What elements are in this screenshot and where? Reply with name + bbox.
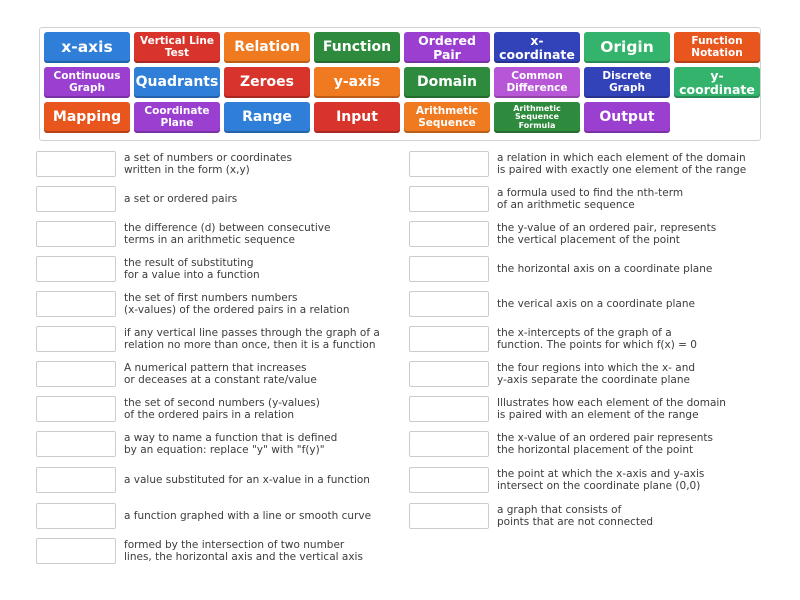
tile-ordered-pair[interactable]: Ordered Pair (404, 32, 490, 63)
definition-text: the point at which the x-axis and y-axis intersect on the coordinate plane (0,0) (497, 468, 705, 492)
drop-box[interactable] (36, 467, 116, 493)
tile-common-difference[interactable]: Common Difference (494, 67, 580, 98)
tile-input[interactable]: Input (314, 102, 400, 133)
tile-x-axis[interactable]: x-axis (44, 32, 130, 63)
drop-box[interactable] (36, 361, 116, 387)
drop-box[interactable] (409, 361, 489, 387)
definition-text: the four regions into which the x- and y-axis separate the coordinate plane (497, 362, 696, 386)
tile-coordinate-plane[interactable]: Coordinate Plane (134, 102, 220, 133)
definition-text: Illustrates how each element of the domain is paired with an element of the range (497, 397, 726, 421)
drop-box[interactable] (36, 221, 116, 247)
tile-discrete-graph[interactable]: Discrete Graph (584, 67, 670, 98)
definition-text: the y-value of an ordered pair, represents the vertical placement of the point (497, 222, 717, 246)
definition-text: the set of second numbers (y-values) of the ordered pairs in a relation (124, 397, 320, 421)
word-bank (39, 27, 761, 141)
drop-box[interactable] (409, 396, 489, 422)
tile-y-coordinate[interactable]: y-coordinate (674, 67, 760, 98)
definition-text: the set of first numbers numbers (x-values) of the ordered pairs in a relation (124, 292, 350, 316)
tile-output[interactable]: Output (584, 102, 670, 133)
drop-box[interactable] (36, 326, 116, 352)
drop-box[interactable] (409, 221, 489, 247)
definition-text: a set or ordered pairs (124, 193, 238, 205)
definition-text: the result of substituting for a value into a function (124, 257, 260, 281)
tile-range[interactable]: Range (224, 102, 310, 133)
tile-vertical-line-test[interactable]: Vertical Line Test (134, 32, 220, 63)
definition-text: the x-value of an ordered pair represents the horizontal placement of the point (497, 432, 714, 456)
definition-text: the verical axis on a coordinate plane (497, 298, 695, 310)
tile-arithmetic-sequence[interactable]: Arithmetic Sequence (404, 102, 490, 133)
drop-box[interactable] (409, 291, 489, 317)
drop-box[interactable] (36, 538, 116, 564)
drop-box[interactable] (409, 431, 489, 457)
tile-mapping[interactable]: Mapping (44, 102, 130, 133)
drop-box[interactable] (36, 186, 116, 212)
definition-text: a graph that consists of points that are not connected (497, 504, 654, 528)
definition-text: a relation in which each element of the domain is paired with exactly one element of the range (497, 152, 747, 176)
tile-origin[interactable]: Origin (584, 32, 670, 63)
definition-text: the difference (d) between consecutive terms in an arithmetic sequence (124, 222, 331, 246)
tile-function[interactable]: Function (314, 32, 400, 63)
tile-relation[interactable]: Relation (224, 32, 310, 63)
drop-box[interactable] (409, 151, 489, 177)
drop-box[interactable] (409, 503, 489, 529)
definition-text: a formula used to find the nth-term of an arithmetic sequence (497, 187, 684, 211)
tile-zeroes[interactable]: Zeroes (224, 67, 310, 98)
definition-text: a set of numbers or coordinates written in the form (x,y) (124, 152, 292, 176)
definition-text: if any vertical line passes through the graph of a relation no more than once, then it is a function (124, 327, 380, 351)
drop-box[interactable] (409, 326, 489, 352)
tile-function-notation[interactable]: Function Notation (674, 32, 760, 63)
tile-quadrants[interactable]: Quadrants (134, 67, 220, 98)
tile-x-coordinate[interactable]: x-coordinate (494, 32, 580, 63)
tile-domain[interactable]: Domain (404, 67, 490, 98)
definition-text: the horizontal axis on a coordinate plane (497, 263, 713, 275)
definition-text: the x-intercepts of the graph of a function. The points for which f(x) = 0 (497, 327, 697, 351)
definition-text: a value substituted for an x-value in a function (124, 474, 370, 486)
drop-box[interactable] (409, 256, 489, 282)
definition-text: formed by the intersection of two number lines, the horizontal axis and the vertical axis (124, 539, 363, 563)
drop-box[interactable] (36, 256, 116, 282)
definition-text: a way to name a function that is defined by an equation: replace "y" with "f(y)" (124, 432, 338, 456)
drop-box[interactable] (36, 151, 116, 177)
drop-box[interactable] (36, 396, 116, 422)
drop-box[interactable] (36, 291, 116, 317)
tile-y-axis[interactable]: y-axis (314, 67, 400, 98)
definition-text: a function graphed with a line or smooth curve (124, 510, 372, 522)
tile-arithmetic-sequence-formula[interactable]: Arithmetic Sequence Formula (494, 102, 580, 133)
drop-box[interactable] (36, 431, 116, 457)
tile-continuous-graph[interactable]: Continuous Graph (44, 67, 130, 98)
drop-box[interactable] (409, 186, 489, 212)
drop-box[interactable] (409, 467, 489, 493)
definition-text: A numerical pattern that increases or deceases at a constant rate/value (124, 362, 317, 386)
drop-box[interactable] (36, 503, 116, 529)
